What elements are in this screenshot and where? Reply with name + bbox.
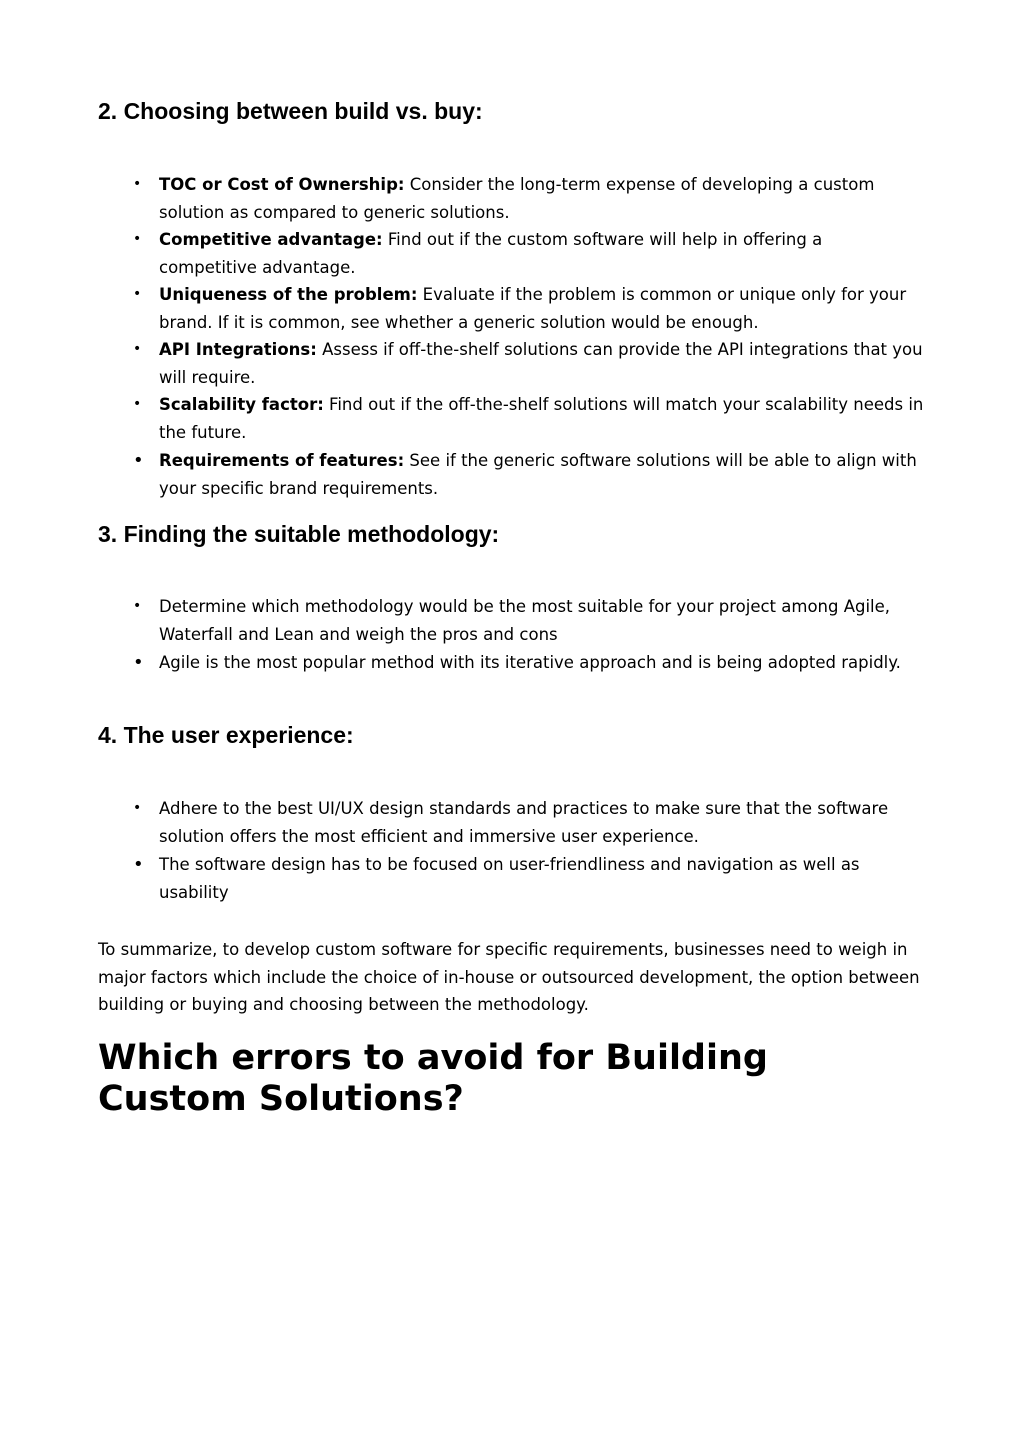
- section-heading-build-vs-buy: 2. Choosing between build vs. buy:: [98, 98, 483, 124]
- methodology-list: [98, 593, 924, 677]
- list-item-term: TOC or Cost of Ownership:: [159, 175, 405, 194]
- bullet-icon: •: [133, 396, 142, 412]
- bullet-icon: •: [133, 652, 144, 673]
- list-item-term: Competitive advantage:: [159, 230, 383, 249]
- section-heading-user-experience: 4. The user experience:: [98, 722, 354, 748]
- user-experience-list: [98, 795, 924, 906]
- list-item: [98, 649, 924, 677]
- bullet-icon: •: [133, 176, 142, 192]
- list-item: [98, 795, 924, 850]
- list-item: [98, 851, 924, 906]
- bullet-icon: •: [133, 800, 142, 816]
- list-item: [98, 336, 924, 391]
- list-item-term: Scalability factor:: [159, 395, 324, 414]
- list-item: [98, 226, 924, 281]
- bullet-icon: •: [133, 598, 142, 614]
- list-item-text: Determine which methodology would be the most suitable for your project among Agile, Waterfall and Lean and weigh the pros and cons: [159, 597, 891, 644]
- list-item-text: Consider the long-term expense of developing a custom solution as compared to generic solutions.: [159, 175, 875, 222]
- build-vs-buy-list: [98, 171, 924, 502]
- list-item-text: Evaluate if the problem is common or unique only for your brand. If it is common, see whether a generic solution would be enough.: [159, 285, 907, 332]
- section-title-errors: Which errors to avoid for Building Custom Solutions?: [98, 1038, 768, 1119]
- list-item-text: Assess if off-the-shelf solutions can provide the API integrations that you will require.: [159, 340, 923, 387]
- bullet-icon: •: [133, 286, 142, 302]
- list-item-text: Adhere to the best UI/UX design standards and practices to make sure that the software solution offers the most efficient and immersive user experience.: [159, 799, 889, 846]
- list-item-text: See if the generic software solutions will be able to align with your specific brand requirements.: [159, 451, 917, 498]
- list-item: [98, 447, 924, 502]
- list-item-text: Agile is the most popular method with its iterative approach and is being adopted rapidly.: [159, 653, 901, 672]
- bullet-icon: •: [133, 450, 144, 471]
- list-item: [98, 593, 924, 648]
- section-heading-methodology: 3. Finding the suitable methodology:: [98, 521, 500, 547]
- list-item: [98, 391, 924, 446]
- bullet-icon: •: [133, 854, 144, 875]
- list-item: [98, 281, 924, 336]
- bullet-icon: •: [133, 341, 142, 357]
- summary-paragraph: To summarize, to develop custom software for specific requirements, businesses need to weigh in major factors which include the choice of in-house or outsourced development, the option between building or buying and choosing between the methodology.: [98, 940, 920, 1014]
- list-item: [98, 171, 924, 226]
- list-item-term: Requirements of features:: [159, 451, 405, 470]
- list-item-term: API Integrations:: [159, 340, 317, 359]
- list-item-text: Find out if the off-the-shelf solutions will match your scalability needs in the future.: [159, 395, 924, 442]
- list-item-text: Find out if the custom software will help in offering a competitive advantage.: [159, 230, 823, 277]
- list-item-text: The software design has to be focused on user-friendliness and navigation as well as usability: [159, 855, 860, 902]
- list-item-term: Uniqueness of the problem:: [159, 285, 418, 304]
- bullet-icon: •: [133, 231, 142, 247]
